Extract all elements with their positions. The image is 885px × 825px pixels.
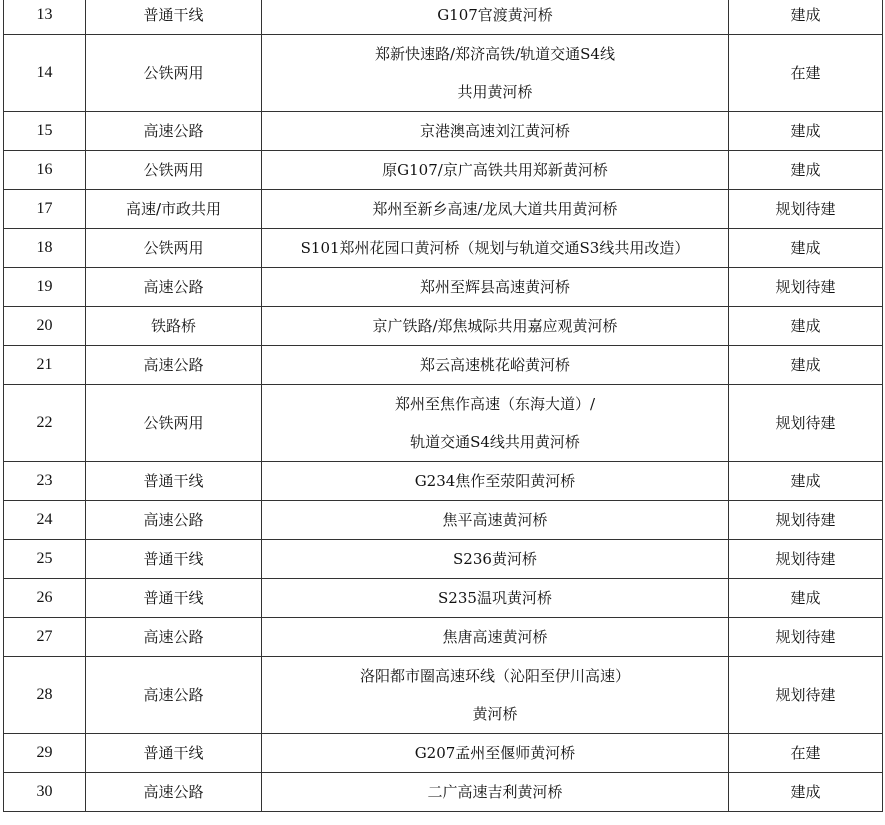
bridge-name-line: S235温巩黄河桥: [438, 589, 552, 607]
row-number: 15: [4, 112, 86, 151]
bridge-name-line: 洛阳都市圈高速环线（沁阳至伊川高速）: [359, 667, 630, 685]
construction-status: 建成: [729, 579, 883, 618]
bridge-name-line: 原G107/京广高铁共用郑新黄河桥: [382, 161, 608, 179]
bridge-type: 高速/市政共用: [86, 190, 262, 229]
bridge-name-line: G234焦作至荥阳黄河桥: [414, 472, 576, 490]
bridge-name: [262, 0, 729, 35]
bridge-name: [262, 151, 729, 190]
bridge-name-line: G207孟州至偃师黄河桥: [414, 744, 576, 762]
construction-status: 规划待建: [729, 540, 883, 579]
table-row: [4, 190, 883, 229]
bridge-table-body: [4, 0, 883, 812]
bridge-name-line: 京广铁路/郑焦城际共用嘉应观黄河桥: [372, 317, 618, 335]
bridge-table: [3, 0, 883, 812]
table-row: [4, 268, 883, 307]
bridge-name-line: 郑州至焦作高速（东海大道）/: [394, 395, 596, 413]
bridge-type: 高速公路: [86, 112, 262, 151]
bridge-name-line: 郑州至新乡高速/龙凤大道共用黄河桥: [372, 200, 618, 218]
table-row: [4, 773, 883, 812]
row-number: 14: [4, 35, 86, 112]
construction-status: 建成: [729, 151, 883, 190]
construction-status: 规划待建: [729, 618, 883, 657]
bridge-name: [262, 385, 729, 462]
bridge-name-line: 焦唐高速黄河桥: [442, 628, 548, 646]
bridge-name-line: 黄河桥: [472, 705, 518, 723]
bridge-name: [262, 540, 729, 579]
row-number: 21: [4, 346, 86, 385]
bridge-type: 高速公路: [86, 657, 262, 734]
bridge-type: 普通干线: [86, 734, 262, 773]
construction-status: 规划待建: [729, 385, 883, 462]
table-row: [4, 229, 883, 268]
construction-status: 建成: [729, 307, 883, 346]
construction-status: 建成: [729, 773, 883, 812]
table-row: [4, 734, 883, 773]
bridge-type: 普通干线: [86, 540, 262, 579]
row-number: 27: [4, 618, 86, 657]
bridge-type: 普通干线: [86, 0, 262, 35]
construction-status: 规划待建: [729, 501, 883, 540]
table-row: [4, 657, 883, 734]
bridge-name: [262, 229, 729, 268]
bridge-name-line: 共用黄河桥: [457, 83, 533, 101]
construction-status: 规划待建: [729, 657, 883, 734]
table-row: [4, 151, 883, 190]
bridge-type: 公铁两用: [86, 151, 262, 190]
construction-status: 建成: [729, 462, 883, 501]
bridge-name-line: 郑新快速路/郑济高铁/轨道交通S4线: [375, 45, 615, 63]
table-row: [4, 540, 883, 579]
bridge-name: [262, 579, 729, 618]
bridge-type: 公铁两用: [86, 229, 262, 268]
table-row: [4, 0, 883, 35]
bridge-name-line: S236黄河桥: [453, 550, 537, 568]
construction-status: 建成: [729, 112, 883, 151]
row-number: 28: [4, 657, 86, 734]
bridge-name-line: 京港澳高速刘江黄河桥: [419, 122, 570, 140]
table-row: [4, 579, 883, 618]
row-number: 16: [4, 151, 86, 190]
bridge-type: 高速公路: [86, 501, 262, 540]
table-row: [4, 385, 883, 462]
bridge-name: [262, 307, 729, 346]
bridge-name-line: 二广高速吉利黄河桥: [427, 783, 563, 801]
bridge-type: 高速公路: [86, 618, 262, 657]
bridge-name: [262, 112, 729, 151]
row-number: 25: [4, 540, 86, 579]
bridge-name: [262, 657, 729, 734]
bridge-name-line: 轨道交通S4线共用黄河桥: [410, 433, 580, 451]
row-number: 22: [4, 385, 86, 462]
construction-status: 规划待建: [729, 268, 883, 307]
table-row: [4, 501, 883, 540]
row-number: 23: [4, 462, 86, 501]
row-number: 29: [4, 734, 86, 773]
bridge-type: 高速公路: [86, 773, 262, 812]
bridge-name: [262, 462, 729, 501]
row-number: 24: [4, 501, 86, 540]
bridge-name-line: S101郑州花园口黄河桥（规划与轨道交通S3线共用改造）: [300, 239, 690, 257]
bridge-name-line: G107官渡黄河桥: [437, 6, 553, 24]
row-number: 18: [4, 229, 86, 268]
row-number: 17: [4, 190, 86, 229]
bridge-name-line: 郑云高速桃花峪黄河桥: [419, 356, 570, 374]
bridge-name-line: 郑州至辉县高速黄河桥: [419, 278, 570, 296]
row-number: 30: [4, 773, 86, 812]
construction-status: 规划待建: [729, 190, 883, 229]
bridge-name: [262, 346, 729, 385]
row-number: 13: [4, 0, 86, 35]
row-number: 20: [4, 307, 86, 346]
table-row: [4, 112, 883, 151]
bridge-type: 普通干线: [86, 462, 262, 501]
bridge-name: [262, 268, 729, 307]
bridge-type: 铁路桥: [86, 307, 262, 346]
bridge-name: [262, 190, 729, 229]
table-row: [4, 35, 883, 112]
bridge-name: [262, 773, 729, 812]
construction-status: 建成: [729, 0, 883, 35]
construction-status: 在建: [729, 734, 883, 773]
table-row: [4, 618, 883, 657]
row-number: 19: [4, 268, 86, 307]
table-row: [4, 462, 883, 501]
bridge-type: 公铁两用: [86, 385, 262, 462]
bridge-name: [262, 618, 729, 657]
bridge-name-line: 焦平高速黄河桥: [442, 511, 548, 529]
bridge-type: 高速公路: [86, 346, 262, 385]
bridge-name: [262, 734, 729, 773]
bridge-name: [262, 35, 729, 112]
construction-status: 建成: [729, 229, 883, 268]
bridge-type: 普通干线: [86, 579, 262, 618]
row-number: 26: [4, 579, 86, 618]
construction-status: 在建: [729, 35, 883, 112]
table-row: [4, 346, 883, 385]
bridge-name: [262, 501, 729, 540]
construction-status: 建成: [729, 346, 883, 385]
bridge-type: 公铁两用: [86, 35, 262, 112]
bridge-type: 高速公路: [86, 268, 262, 307]
table-row: [4, 307, 883, 346]
